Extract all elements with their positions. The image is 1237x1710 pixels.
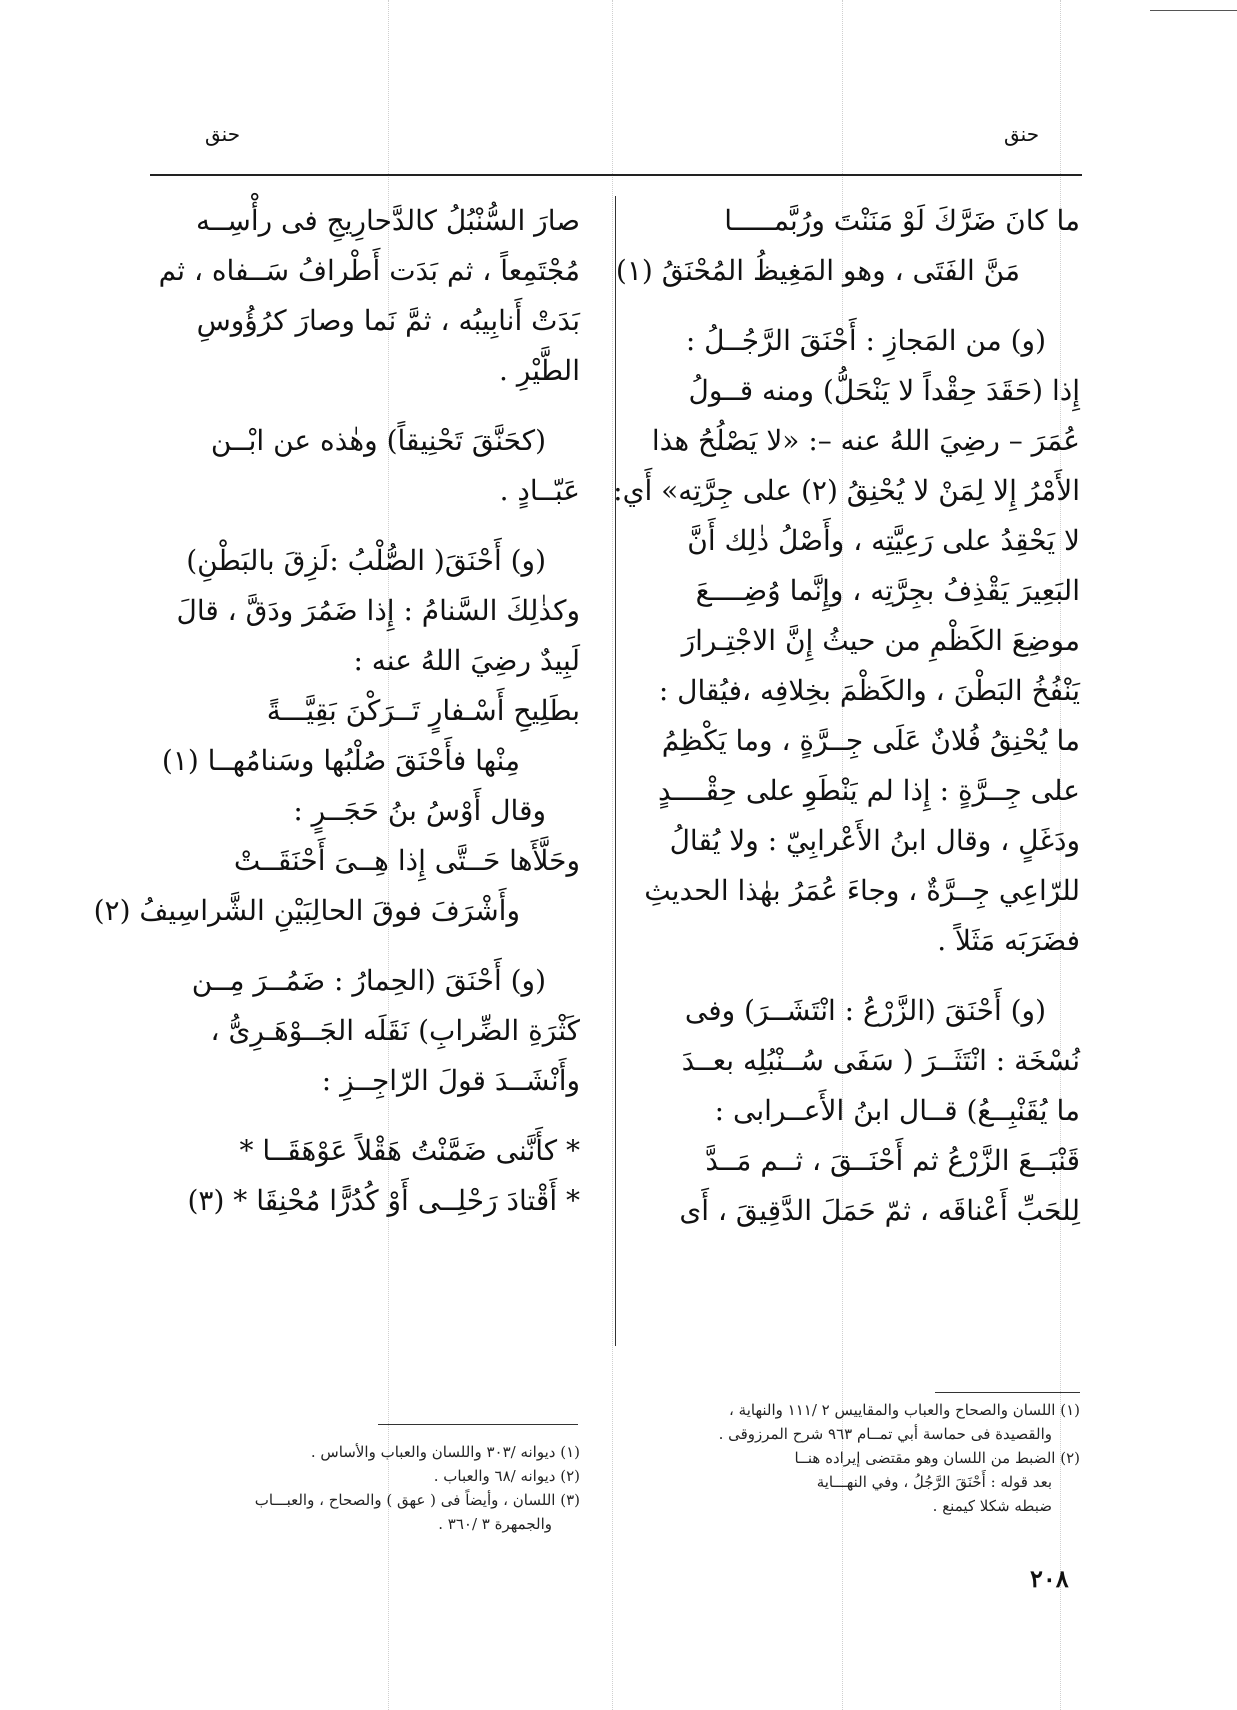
text-line: إِذا (حَقَدَ حِقْداً لا يَنْحَلُّ) ومنه قــولُ [688, 374, 1080, 407]
footnote: (٢) الضبط من اللسان وهو مقتضى إيراده هنــا [794, 1449, 1080, 1467]
text-line: لِلحَبِّ أَعْناقَه ، ثمّ حَمَلَ الدَّقِيقَ ، أَى [679, 1194, 1080, 1227]
text-line: ودَغَلٍ ، وقال ابنُ الأَعْرابِيّ : ولا يُقالُ [669, 824, 1080, 857]
verse-line: * كأَنَّنى ضَمَّنْتُ هَقْلاً عَوْهَقَــا * [239, 1134, 580, 1167]
verse-line: وحَلَّأَها حَــتَّى إِذا هِــىَ أَحْنَقَــتْ [233, 844, 580, 877]
footnote: (١) ديوانه /٣٠٣ واللسان والعباب والأساس . [310, 1443, 580, 1461]
scan-artifact [1150, 10, 1237, 11]
text-line: نُسْخَة : انْتَثَــرَ ( سَفَى سُــنْبُلِه بعــدَ [681, 1044, 1080, 1077]
text-line: (و) من المَجازِ : أَحْنَقَ الرَّجُــلُ : [685, 324, 1046, 357]
text-line: ما يُقَنْبِــعُ) قــال ابنُ الأَعــرابى : [714, 1094, 1080, 1127]
text-line: وأَنْشَــدَ قولَ الرّاجِــزِ : [321, 1064, 580, 1097]
text-line: مُجْتَمِعاً ، ثم بَدَت أَطْرافُ سَــفاه ، ثم [158, 254, 580, 287]
text-line: لا يَحْقِدُ على رَعِيَّتِه ، وأَصْلُ ذٰلِك أَنَّ [687, 524, 1080, 557]
text-line: يَنْفُخُ البَطْنَ ، والكَظْمَ بخِلافِه ،فيُقال : [658, 674, 1080, 707]
text-line: كَثْرَةِ الضِّرابِ) نَقَلَه الجَــوْهَـرِىُّ ، [210, 1014, 580, 1047]
footnote: ضبطه شكلا كيمنع . [932, 1497, 1052, 1515]
right-footnotes [650, 1398, 1080, 1518]
text-line: وقال أَوْسُ بنُ حَجَــرٍ : [293, 794, 546, 827]
text-line: لَبِيدٌ رضِيَ اللهُ عنه : [353, 644, 580, 677]
text-line: الطَّيْرِ . [499, 354, 580, 387]
text-line: وكذٰلِكَ السَّنامُ : إِذا ضَمُرَ ودَقَّ ، قالَ [176, 594, 580, 627]
left-column [93, 196, 580, 1356]
right-column [613, 196, 1080, 1376]
scan-artifact [612, 0, 613, 1710]
footnote: (٢) ديوانه /٦٨ والعباب . [433, 1467, 580, 1485]
text-line: صارَ السُّنْبُلُ كالدَّحارِيجِ فى رأْسِــه [195, 204, 580, 237]
text-line: الأَمْرُ إِلا لِمَنْ لا يُحْنِقُ (٢) على جِرَّتِه» أَي: [613, 474, 1080, 507]
text-line: ما يُحْنِقُ فُلانٌ عَلَى جِــرَّةٍ ، وما يَكْظِمُ [661, 724, 1080, 757]
text-line: البَعِيرَ يَقْذِفُ بجِرَّتِه ، وإِنَّما وُضِــــعَ [695, 574, 1080, 607]
page-number: ٢٠٨ [1030, 1564, 1069, 1593]
text-line: فضَرَبَه مَثَلاً . [937, 924, 1080, 957]
text-line: على جِــرَّةٍ : إِذا لم يَنْطَوِ على حِقْــــدٍ [657, 774, 1080, 807]
footnote: (٣) اللسان ، وأيضاً فى ( عهق ) والصحاح ، والعبـــاب [254, 1491, 580, 1509]
text-line: (و) أَحْنَقَ (الزَّرْعُ : انْتَشَــرَ) وفى [684, 994, 1046, 1027]
verse-line: مِنْها فأَحْنَقَ صُلْبُها وسَنامُهــا (١) [161, 744, 520, 777]
running-header-left: حنق [205, 122, 241, 146]
text-line: عَبّــادٍ . [499, 474, 580, 507]
footnote: بعد قوله : أَحْنَقَ الرَّجُلُ ، وفي النهـــاية [816, 1473, 1052, 1491]
footnote: (١) اللسان والصحاح والعباب والمقاييس ٢ /١١١ والنهاية ، [729, 1401, 1080, 1419]
footnote-rule [935, 1392, 1080, 1393]
header-rule [150, 174, 1082, 176]
text-line: (و) أَحْنَقَ (الحِمارُ : ضَمُــرَ مِــن [191, 964, 546, 997]
footnote: والجمهرة ٣ /٣٦٠ . [438, 1515, 552, 1533]
text-line: للرّاعِي جِــرَّةٌ ، وجاءَ عُمَرُ بهٰذا الحديثِ [644, 874, 1080, 907]
verse-line: بطَلِيحِ أَسْـفارٍ تَــرَكْنَ بَقِيَّـــةً [266, 694, 580, 727]
verse-line: * أَقْتادَ رَحْلِــى أَوْ كُدُرًّا مُحْنِقَا * (٣) [187, 1184, 580, 1217]
verse-line: وأَشْرَفَ فوقَ الحالِبَيْنِ الشَّراسِيفُ (٢) [93, 894, 520, 927]
verse-line: مَنَّ الفَتَى ، وهو المَغِيظُ المُحْنَقُ (١) [615, 254, 1020, 287]
text-line: بَدَتْ أَنابِيبُه ، ثمَّ نَما وصارَ كرُؤُوسِ [196, 304, 580, 337]
left-footnotes [150, 1440, 580, 1536]
text-line: (كحَنَّقَ تَحْنِيقاً) وهٰذه عن ابْــن [210, 424, 546, 457]
text-line: موضِعَ الكَظْمِ من حيثُ إِنَّ الاجْتِـرارَ [681, 624, 1080, 657]
text-line: عُمَرَ – رضِيَ اللهُ عنه –: «لا يَصْلُحُ هذا [651, 424, 1080, 457]
verse-line: ما كانَ ضَرَّكَ لَوْ مَنَنْتَ ورُبَّمـــــا [724, 204, 1080, 237]
text-line: قَنْبَــعَ الزَّرْعُ ثم أَحْنَــقَ ، ثــم مَــدَّ [705, 1144, 1080, 1177]
running-header-right: حنق [1004, 122, 1040, 146]
text-line: (و) أَحْنَقَ( الصُّلْبُ :لَزِقَ بالبَطْنِ) [186, 544, 546, 577]
footnote: والقصيدة فى حماسة أبي تمــام ٩٦٣ شرح المرزوقى . [718, 1425, 1052, 1443]
column-divider [615, 196, 616, 1346]
footnote-rule [378, 1424, 578, 1425]
